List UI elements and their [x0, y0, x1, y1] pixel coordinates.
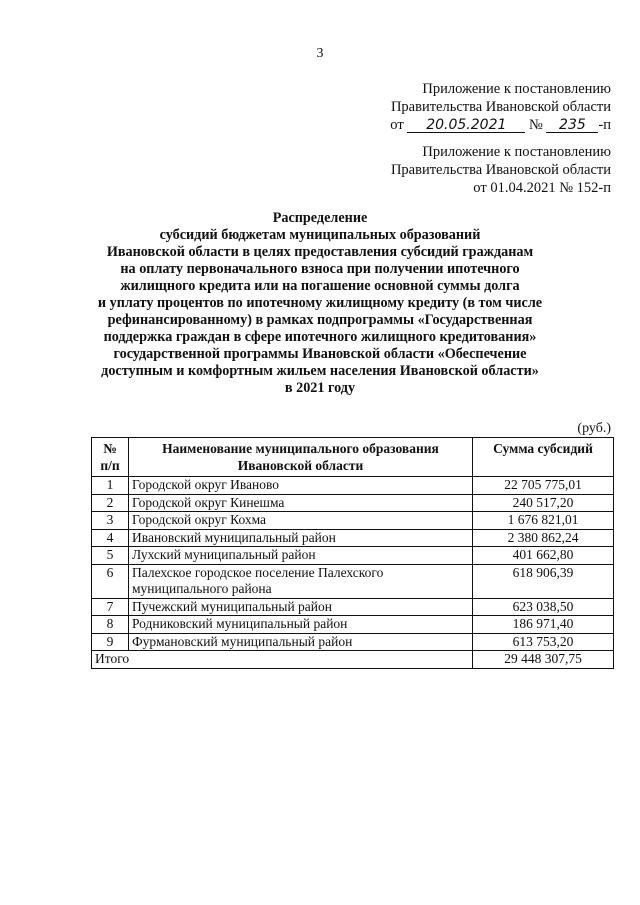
- subsidy-table: [91, 437, 614, 669]
- table-row: [92, 616, 614, 634]
- table-row: [92, 512, 614, 530]
- table-header-row: [92, 438, 614, 477]
- row-sum: 22 705 775,01: [473, 477, 614, 495]
- total-sum: 29 448 307,75: [473, 651, 614, 669]
- row-name: [129, 529, 473, 547]
- number-suffix: -п: [598, 117, 611, 133]
- row-name-line: Городской округ Иваново: [132, 477, 280, 492]
- appendix-old-line2: Правительства Ивановской области: [390, 162, 611, 178]
- appendix-old-line1: Приложение к постановлению: [422, 144, 611, 160]
- table-row: [92, 598, 614, 616]
- title-line: в 2021 году: [284, 380, 356, 396]
- number-label: №: [528, 117, 543, 133]
- row-name: [129, 477, 473, 495]
- table-row: [92, 494, 614, 512]
- title-line: доступным и комфортным жильем населения Ивановской области»: [101, 363, 539, 379]
- appendix-new-line2: Правительства Ивановской области: [390, 99, 611, 115]
- row-num: 5: [92, 547, 129, 565]
- row-name: [129, 616, 473, 634]
- row-sum: 186 971,40: [473, 616, 614, 634]
- header-sum: Сумма субсидий: [473, 438, 614, 477]
- header-num-line: №: [103, 441, 117, 456]
- row-name-line: Городской округ Кохма: [132, 512, 267, 527]
- title-line: субсидий бюджетам муниципальных образований: [159, 227, 481, 243]
- row-name: [129, 564, 473, 598]
- row-sum: 240 517,20: [473, 494, 614, 512]
- total-row: [92, 651, 614, 669]
- row-name-line: Палехское городское поселение Палехского: [132, 564, 384, 580]
- header-name: [129, 438, 473, 477]
- appendix-old-header: [391, 143, 611, 197]
- title-line: Распределение: [272, 210, 368, 226]
- title-line: Ивановской области в целях предоставления субсидий гражданам: [106, 244, 534, 260]
- row-name: [129, 512, 473, 530]
- row-num: 1: [92, 477, 129, 495]
- row-sum: 1 676 821,01: [473, 512, 614, 530]
- row-sum: 613 753,20: [473, 633, 614, 651]
- row-name-line: Родниковский муниципальный район: [132, 616, 348, 631]
- row-name-line: Фурмановский муниципальный район: [132, 633, 353, 649]
- appendix-new-line3: [390, 116, 611, 134]
- row-name: [129, 633, 473, 651]
- table-row: [92, 547, 614, 565]
- row-sum: 618 906,39: [473, 564, 614, 598]
- from-label: от: [390, 117, 404, 133]
- header-num-line: п/п: [100, 458, 120, 473]
- row-num: 4: [92, 529, 129, 547]
- handwritten-date: 20.05.2021: [407, 118, 525, 133]
- total-label: Итого: [92, 651, 473, 669]
- title-line: на оплату первоначального взноса при получении ипотечного: [120, 261, 520, 277]
- header-num: [92, 438, 129, 477]
- header-name-line: Наименование муниципального образования: [162, 441, 439, 456]
- row-name: [129, 494, 473, 512]
- row-name-line: Городской округ Кинешма: [132, 494, 285, 510]
- appendix-new-line1: Приложение к постановлению: [422, 81, 611, 97]
- page-number: 3: [316, 46, 324, 61]
- appendix-old-line3: от 01.04.2021 № 152-п: [473, 180, 611, 196]
- currency-note: (руб.): [577, 421, 611, 436]
- row-sum: 401 662,80: [473, 547, 614, 565]
- row-name: [129, 598, 473, 616]
- table-row: [92, 529, 614, 547]
- row-name: [129, 547, 473, 565]
- row-sum: 2 380 862,24: [473, 529, 614, 547]
- title-line: и уплату процентов по ипотечному жилищному кредиту (в том числе: [97, 295, 543, 311]
- title-line: жилищного кредита или на погашение основной суммы долга: [120, 278, 520, 294]
- row-name-line: Ивановский муниципальный район: [132, 529, 336, 545]
- row-name-line: Лухский муниципальный район: [132, 547, 316, 562]
- row-num: 9: [92, 633, 129, 651]
- appendix-new-header: [390, 80, 611, 134]
- table-row: [92, 564, 614, 598]
- title-line: рефинансированному) в рамках подпрограммы «Государственная: [107, 312, 533, 328]
- row-name-line: Пучежский муниципальный район: [132, 598, 332, 614]
- row-num: 8: [92, 616, 129, 634]
- header-name-line: Ивановской области: [237, 458, 364, 473]
- row-name-line: муниципального района: [132, 581, 272, 596]
- row-num: 2: [92, 494, 129, 512]
- row-sum: 623 038,50: [473, 598, 614, 616]
- title-line: поддержка граждан в сфере ипотечного жилищного кредитования»: [103, 329, 537, 345]
- table-row: [92, 633, 614, 651]
- document-title: [80, 210, 560, 397]
- title-line: государственной программы Ивановской области «Обеспечение: [113, 346, 527, 362]
- row-num: 6: [92, 564, 129, 598]
- handwritten-number: 235: [546, 118, 598, 133]
- row-num: 7: [92, 598, 129, 616]
- table-row: [92, 477, 614, 495]
- row-num: 3: [92, 512, 129, 530]
